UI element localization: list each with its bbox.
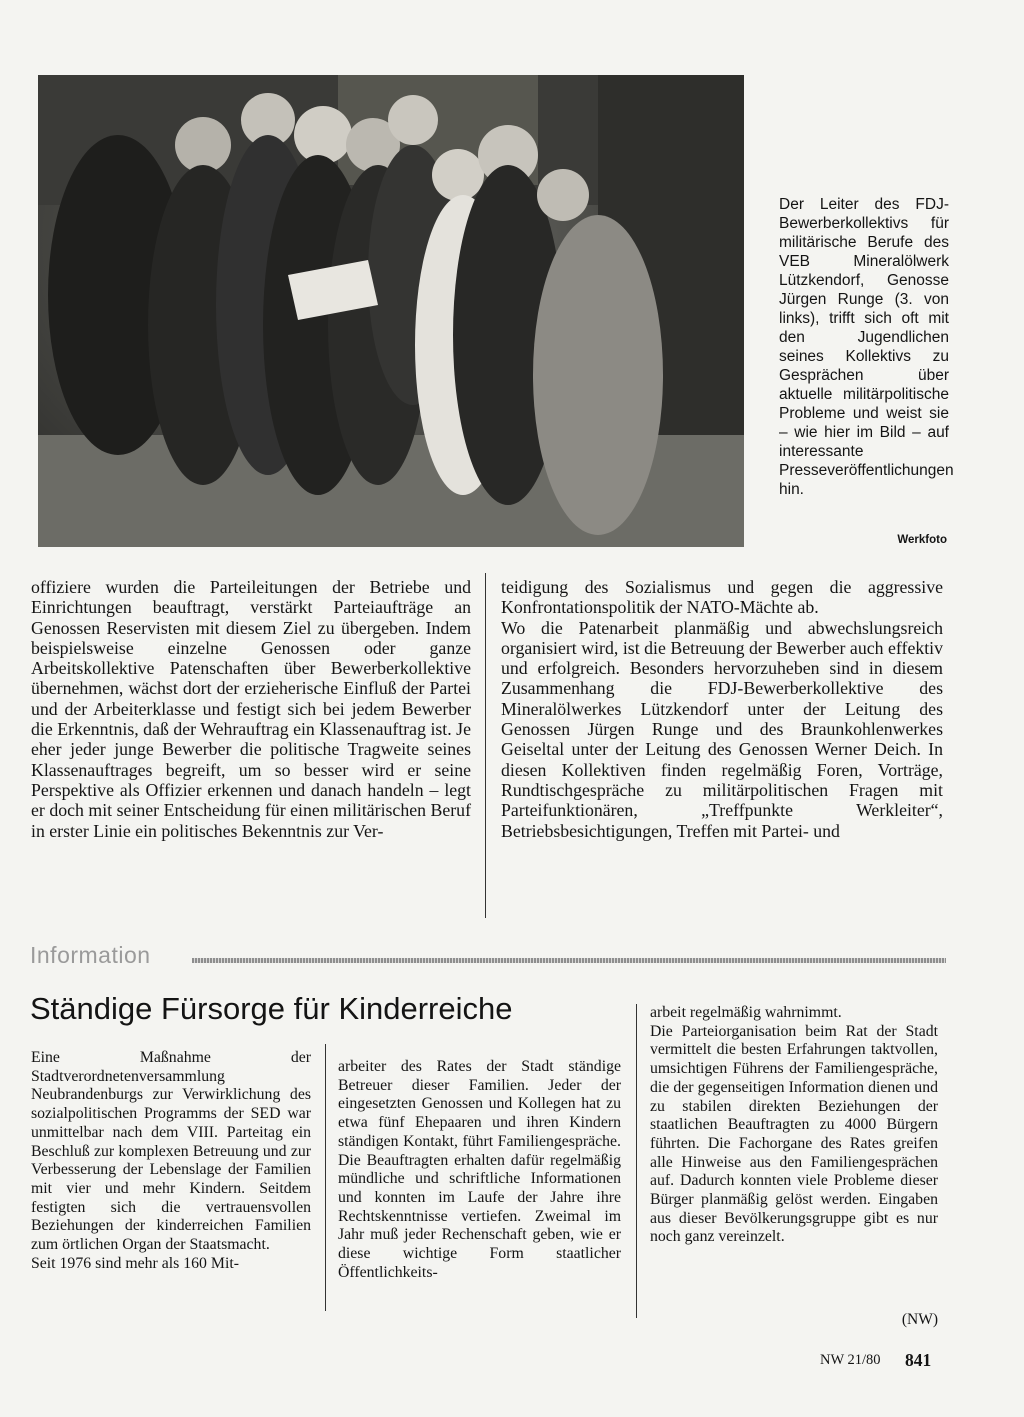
article-paragraph: teidigung des Sozialismus und gegen die aggressive Konfrontationspolitik der NATO-Mächte ab. [501, 577, 943, 618]
box-column-1 [31, 1049, 311, 1273]
page-number: 841 [905, 1350, 932, 1370]
box-column-2: arbeiter des Rates der Stadt ständige Betreuer dieser Familien. Jeder der eingesetzten Genossen und Kollegen hat zu etwa fünf Ehepaaren und ihren Kindern ständigen Kontakt, führt Familiengespräche. Die Beauftragten erhalten dafür regelmäßig mündliche und schriftliche Informationen und konnten im Laufe der Jahre ihre Rechtskenntnisse vertiefen. Zweimal im Jahr muß jeder Rechenschaft geben, wie er diese wichtige Form staatlicher Öffentlichkeits- [338, 1058, 621, 1281]
article-paragraph: Wo die Patenarbeit planmäßig und abwechslungsreich organisiert wird, ist die Betreuung der Bewerber auch effektiv und erfolgreich. Besonders hervorzuheben sind in diesem Zusammenhang die FDJ-Bewerberkollektive des Mineralölwerkes Lützkendorf unter der Leitung des Genossen Jürgen Runge und des Braunkohlenwerkes Geiseltal unter der Leitung des Genossen Werner Deich. In diesen Kollektiven finden regelmäßig Foren, Vorträge, Rundtischgespräche zu militärpolitischen Fragen mit Parteifunktionären, „Treffpunkte Werkleiter“, Betriebsbesichtigungen, Treffen mit Partei- und [501, 617, 943, 841]
column-divider [485, 573, 486, 918]
issue-number: NW 21/80 [820, 1352, 881, 1368]
headline: Ständige Fürsorge für Kinderreiche [30, 991, 513, 1026]
section-label: Information [30, 942, 151, 968]
author-signature: (NW) [901, 1311, 938, 1328]
article-column-2 [501, 577, 943, 841]
photo-illustration [38, 75, 744, 547]
box-paragraph: Die Parteiorganisation beim Rat der Stadt vermittelt die besten Erfahrungen taktvollen, umsichtigen Führens der Familiengespräche, die der gegenseitigen Information dienen und zu stabilen direkten Beziehungen der staatlichen Beauftragten zu 4000 Bürgern führten. Die Fachorgane des Rates greifen alle Hinweise aus den Familiengesprächen auf. Dadurch konnten viele Probleme dieser Bürger planmäßig gelöst werden. Eingaben aus dieser Bevölkerungsgruppe gibt es nur noch ganz vereinzelt. [650, 1022, 938, 1246]
photo-credit: Werkfoto [897, 534, 947, 546]
box-column-3 [650, 1004, 938, 1247]
photo-caption: Der Leiter des FDJ-Bewerberkollektivs für militärische Berufe des VEB Mineralölwerk Lützkendorf, Genosse Jürgen Runge (3. von links), trifft sich oft mit den Jugendlichen seines Kollektivs zu Gesprächen über aktuelle militärpolitische Probleme und weist sie – wie hier im Bild – auf interessante Presseveröffentlichungen hin. [779, 196, 954, 498]
box-paragraph: Eine Maßnahme der Stadtverordnetenversammlung Neubrandenburgs zur Verwirklichung des sozialpolitischen Programms der SED war unmittelbar nach dem VIII. Parteitag ein Beschluß zur komplexen Betreuung und zur Verbesserung der Lebenslage der Familien mit vier und mehr Kindern. Seitdem festigten sich die vertrauensvollen Beziehungen der kinderreichen Familien zum örtlichen Organ der Staatsmacht. [31, 1049, 311, 1254]
section-rule [192, 958, 946, 963]
box-paragraph: arbeit regelmäßig wahrnimmt. [650, 1004, 842, 1021]
column-divider [325, 1044, 326, 1311]
article-column-1: offiziere wurden die Parteileitungen der Betriebe und Einrichtungen beauftragt, verstärkt Parteiaufträge an Genossen Reservisten mit diesem Ziel zu übergeben. Indem beispielsweise einzelne Genossen oder ganze Arbeitskollektive Patenschaften über Bewerberkollektive übernehmen, wächst dort der erzieherische Einfluß der Partei und der Arbeiterklasse und festigt sich bei jedem Bewerber die Erkenntnis, daß der Wehrauftrag ein Klassenauftrag ist. Je eher jeder junge Bewerber die politische Tragweite seines Klassenauftrages begreift, um so besser wird er seine Perspektive als Offizier erkennen und danach handeln – legt er doch mit seiner Entscheidung für einen militärischen Beruf in erster Linie ein politisches Bekenntnis zur Ver- [31, 577, 471, 841]
box-paragraph: Seit 1976 sind mehr als 160 Mit- [31, 1254, 239, 1272]
group-photo [38, 75, 744, 547]
column-divider [636, 1004, 637, 1318]
